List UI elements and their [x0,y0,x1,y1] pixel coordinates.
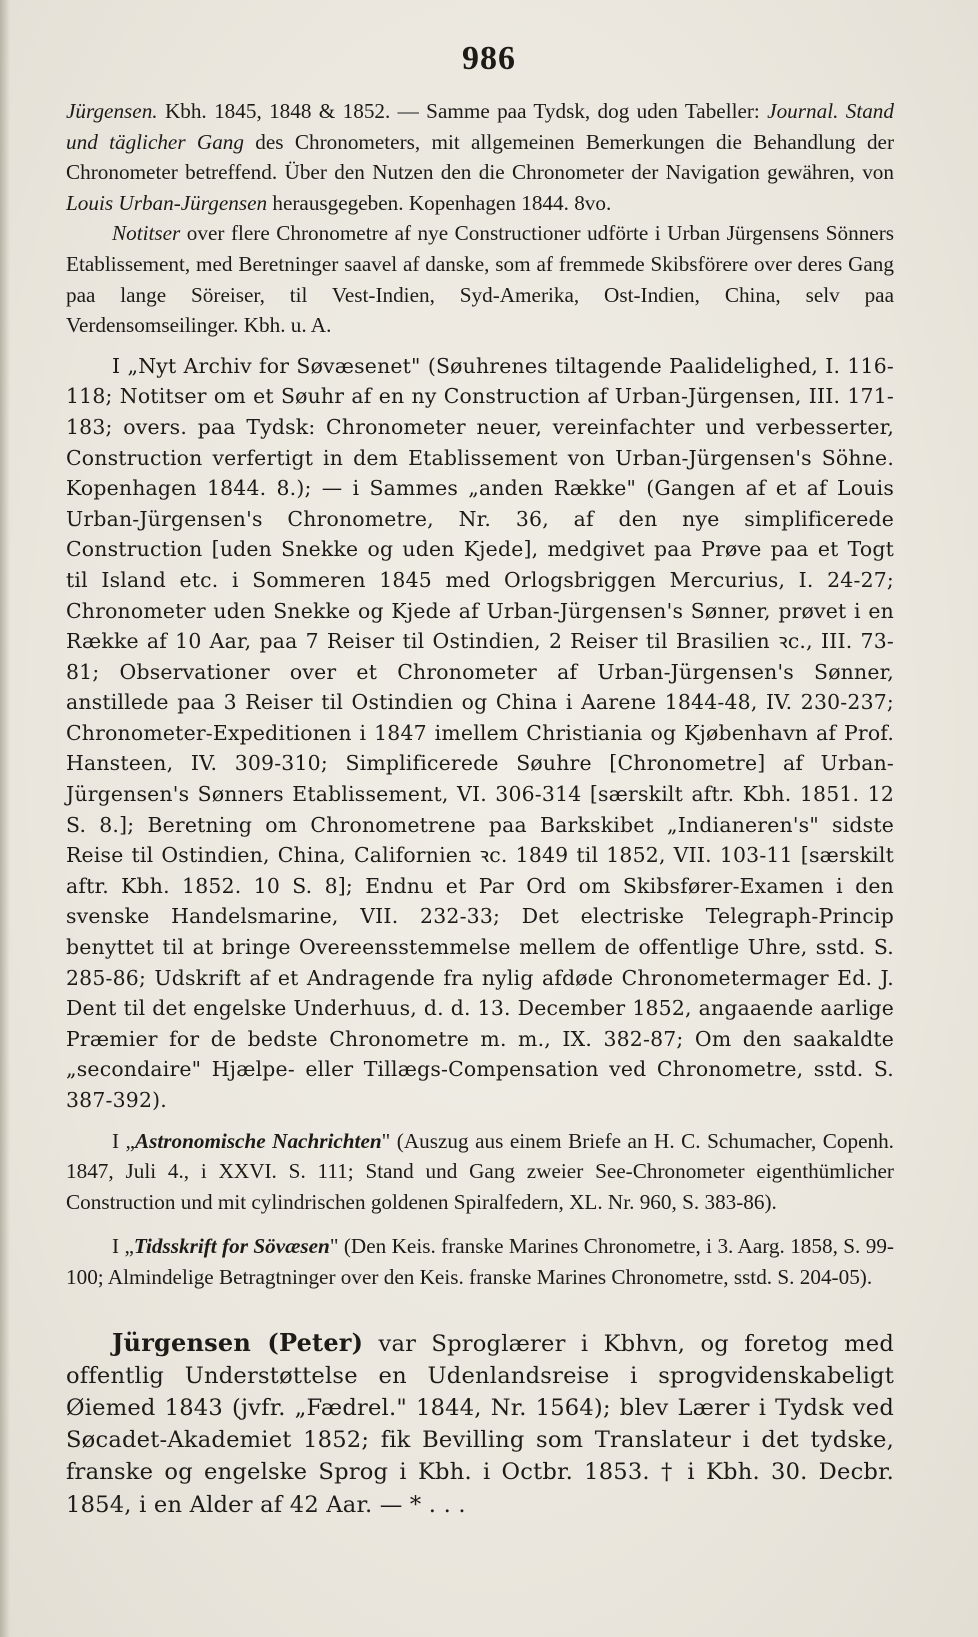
paragraph-text: I „ [112,1234,134,1259]
work-title: Notitser [112,221,181,246]
journal-title: Astronomische Nachrichten [134,1128,382,1153]
paragraph-astronomische-nachrichten [66,1126,894,1218]
entry-text: var Sproglærer i Kbhvn, og foretog med offentlig Understøttelse en Udenlandsreise i sprogvidenskabeligt Øiemed 1843 (jvfr. „Fædrel." 1844, Nr. 1564); blev Lærer i Tydsk ved Søcadet-Akademiet 1852; fik Bevilling som Translateur i det tydske, franske og engelske Sprog i Kbh. i Octbr. 1853. † i Kbh. 30. Decbr. 1854, i en Alder af 42 Aar. — * . . . [66,1330,894,1518]
paragraph-text: " (Den Keis. franske Marines Chronometre, i 3. Aarg. 1858, S. 99-100; Almindelige Betragtninger over den Keis. franske Marines Chronometre, sstd. S. 204-05). [66,1234,894,1289]
page-number: 986 [462,40,516,77]
paragraph-text: des Chronometers, mit allgemeinen Bemerkungen die Behandlung der Chronometer betreffend. Über den Nutzen den die Chronometer der Navigation gewähren, von [66,129,895,185]
author-name: Louis Urban-Jürgensen [66,190,268,215]
work-title: Stand und täglicher Gang [66,99,894,154]
paragraph-text: over flere Chronometre af nye Constructioner udförte i Urban Jürgensens Sönners Etablissement, med Beretninger saavel af danske, som af fremmede Skibsförere over deres Gang paa lange Söreiser, til Vest-Indien, Syd-Amerika, Ost-Indien, China, selv paa Verdensomseilinger. Kbh. u. A. [66,221,894,338]
journal-title: Tidsskrift for Sövæsen [133,1234,330,1259]
paragraph-text: Kbh. 1845, 1848 & 1852. — Samme paa Tydsk, dog uden Tabeller: [157,99,768,123]
page-body [66,96,894,1521]
author-name: Jürgensen. [66,99,158,123]
paragraph-notitser [66,218,894,340]
entry-heading-name: Jürgensen (Peter) [112,1327,364,1357]
paragraph-text: herausgegeben. Kopenhagen 1844. 8vo. [267,190,612,215]
paragraph-tidsskrift [66,1231,894,1292]
journal-title: Journal. [767,99,839,123]
paragraph-journal-entry [66,96,894,218]
paragraph-text: I „ [112,1128,135,1153]
page-edge-shadow [0,0,10,1637]
paragraph-text: " (Auszug aus einem Briefe an H. C. Schumacher, Copenh. 1847, Juli 4., i XXVI. S. 111; Stand und Gang zweier See-Chronometer eigenthümlicher Construction und mit cylindrischen goldenen Spiralfedern, XL. Nr. 960, S. 383-86). [66,1128,894,1214]
biography-entry [66,1327,894,1521]
paragraph-nyt-archiv: I „Nyt Archiv for Søvæsenet" (Søuhrenes tiltagende Paalidelighed, I. 116-118; Notitser om et Søuhr af en ny Construction af Urban-Jürgensen, III. 171-183; overs. paa Tydsk: Chronometer neuer, vereinfachter und verbesserter, Construction verfertigt in dem Etablissement von Urban-Jürgensen's Söhne. Kopenhagen 1844. 8.); — i Sammes „anden Række" (Gangen af et af Louis Urban-Jürgensen's Chronometre, Nr. 36, af den nye simplificerede Construction [uden Snekke og uden Kjede], medgivet paa Prøve paa et Togt til Island etc. i Sommeren 1845 med Orlogsbriggen Mercurius, I. 24-27; Chronometer uden Snekke og Kjede af Urban-Jürgensen's Sønner, prøvet i en Række af 10 Aar, paa 7 Reiser til Ostindien, 2 Reiser til Brasilien ꝛc., III. 73-81; Observationer over et Chronometer af Urban-Jürgensen's Sønner, anstillede paa 3 Reiser til Ostindien og China i Aarene 1844-48, IV. 230-237; Chronometer-Expeditionen i 1847 imellem Christiania og Kjøbenhavn af Prof. Hansteen, IV. 309-310; Simplificerede Søuhre [Chronometre] af Urban-Jürgensen's Sønners Etablissement, VI. 306-314 [særskilt aftr. Kbh. 1851. 12 S. 8.]; Beretning om Chronometrene paa Barkskibet „Indianeren's" sidste Reise til Ostindien, China, Californien ꝛc. 1849 til 1852, VII. 103-11 [særskilt aftr. Kbh. 1852. 10 S. 8]; Endnu et Par Ord om Skibsfører-Examen i den svenske Handelsmarine, VII. 232-33; Det electriske Telegraph-Princip benyttet til at bringe Overeensstemmelse mellem de offentlige Uhre, sstd. S. 285-86; Udskrift af et Andragende fra nylig afdøde Chronometermager Ed. J. Dent til det engelske Underhuus, d. d. 13. December 1852, angaaende aarlige Præmier for de bedste Chronometre m. m., IX. 382-87; Om den saakaldte „secondaire" Hjælpe- eller Tillægs-Compensation ved Chronometre, sstd. S. 387-392). [66,353,894,1112]
